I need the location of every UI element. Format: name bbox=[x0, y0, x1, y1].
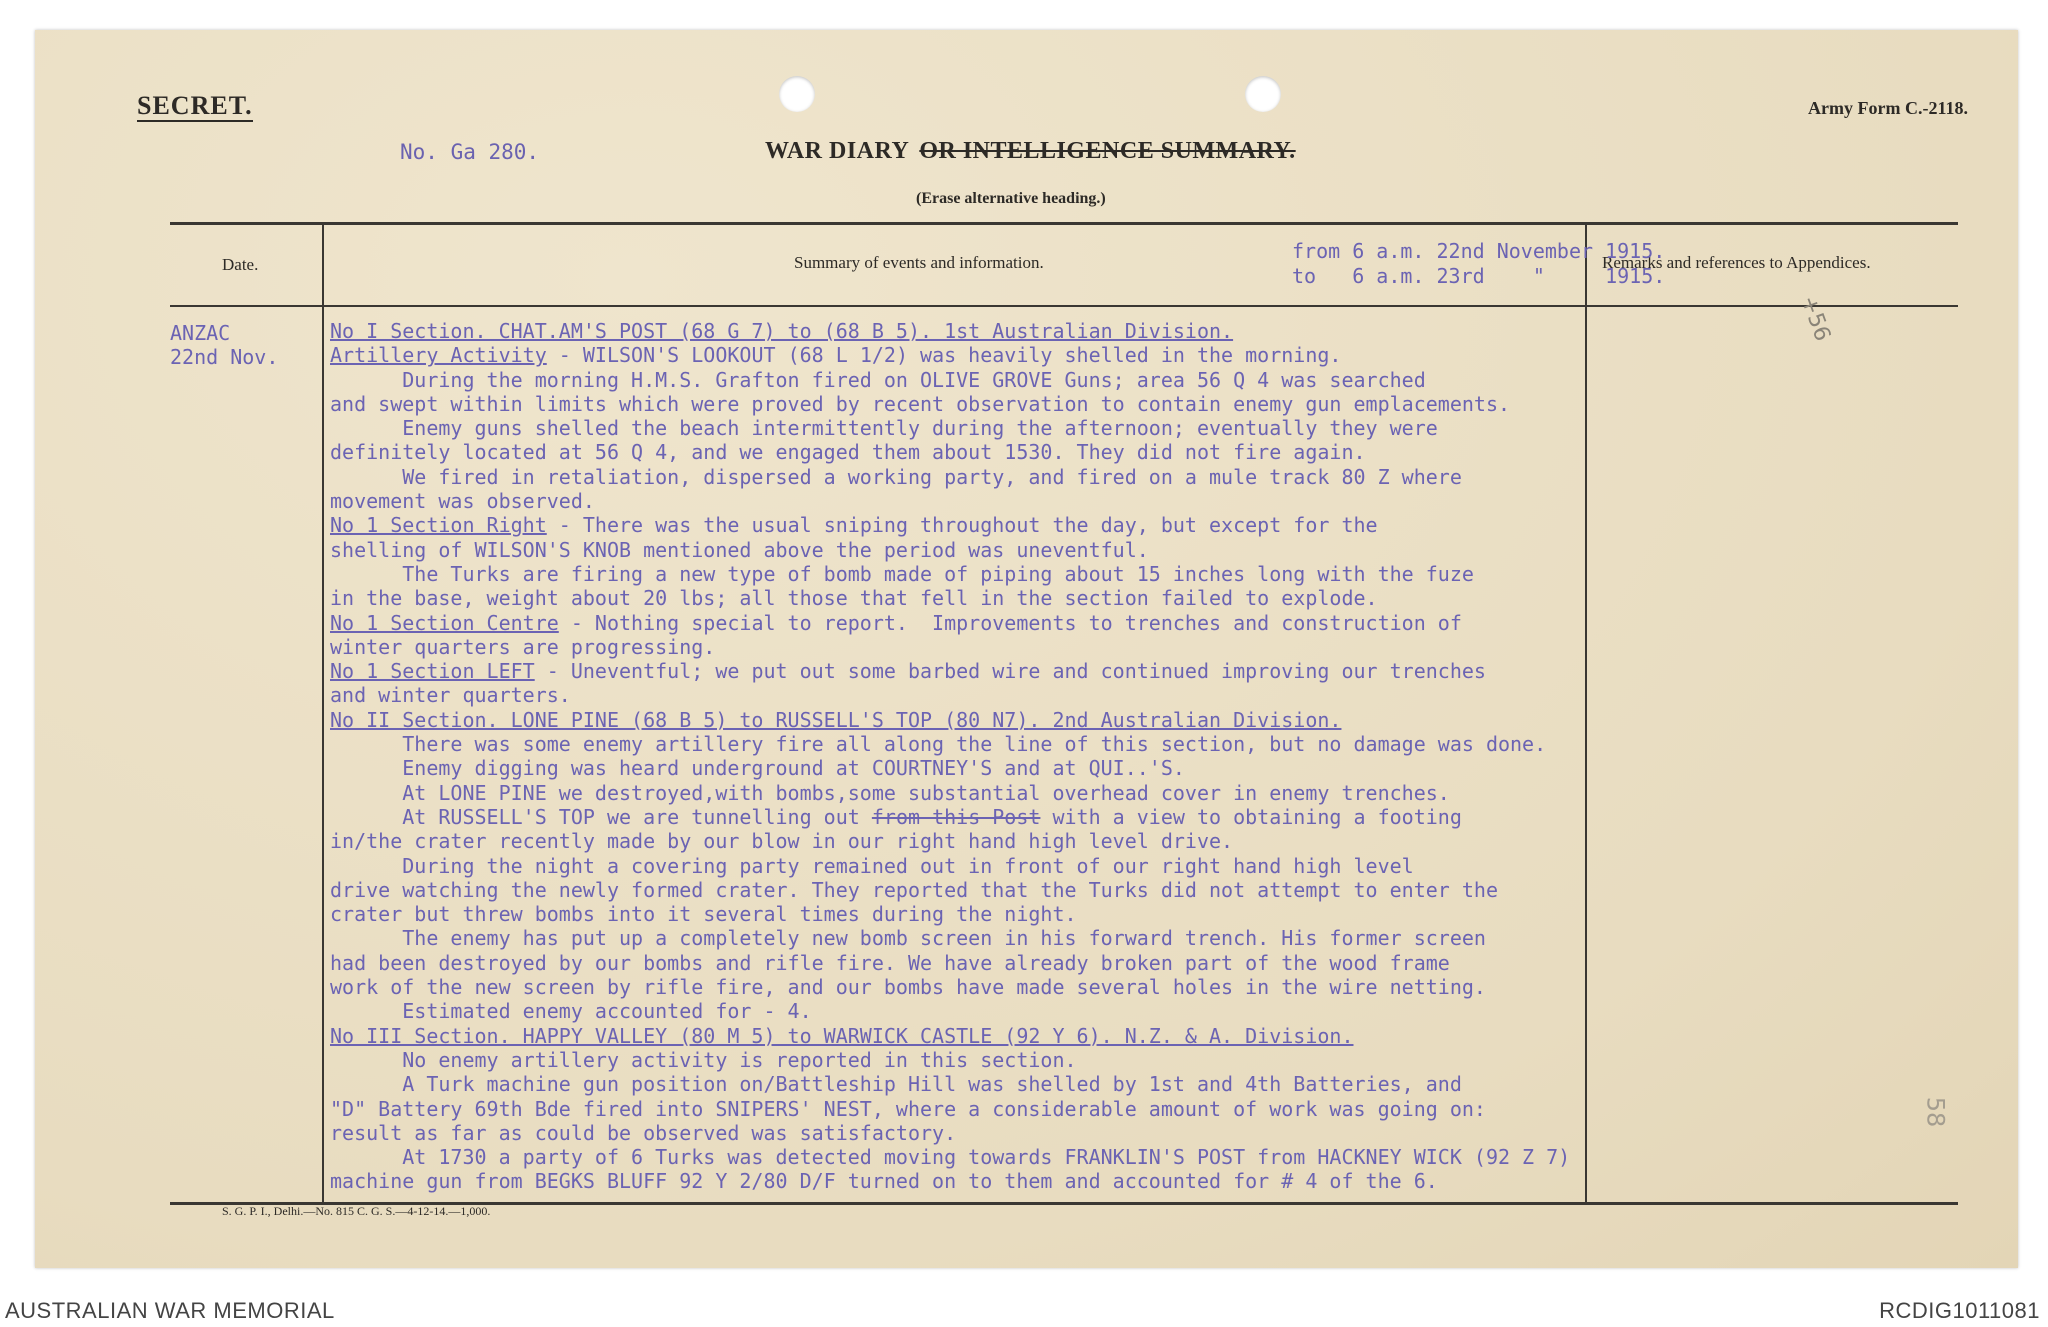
line-text: in the base, weight about 20 lbs; all those that fell in the section failed to explode. bbox=[330, 586, 1378, 611]
diary-entry-text bbox=[330, 319, 1970, 1194]
line-text: "D" Battery 69th Bde fired into SNIPERS' NEST, where a considerable amount of work was going on: bbox=[330, 1096, 1486, 1121]
diary-line bbox=[330, 392, 1970, 416]
line-text: The Turks are firing a new type of bomb made of piping about 15 inches long with the fuze bbox=[330, 561, 1474, 586]
diary-line bbox=[330, 805, 1970, 829]
period-range bbox=[1292, 239, 1665, 289]
line-text: At 1730 a party of 6 Turks was detected moving towards FRANKLIN'S POST from HACKNEY WICK (92 Z 7) bbox=[330, 1145, 1571, 1170]
diary-line bbox=[330, 465, 1970, 489]
diary-line bbox=[330, 1024, 1970, 1048]
entry-place: ANZAC bbox=[170, 321, 231, 345]
column-divider-date bbox=[322, 225, 324, 1202]
diary-line bbox=[330, 999, 1970, 1023]
diary-line bbox=[330, 343, 1970, 367]
line-text: - There was the usual sniping throughout the day, but except for the bbox=[546, 513, 1378, 538]
diary-number: No. Ga 280. bbox=[400, 140, 540, 164]
section-heading: No 1 Section Right bbox=[330, 513, 547, 538]
line-text: definitely located at 56 Q 4, and we engaged them about 1530. They did not fire again. bbox=[330, 440, 1366, 465]
line-text: shelling of WILSON'S KNOB mentioned above the period was uneventful. bbox=[330, 537, 1149, 562]
diary-line bbox=[330, 635, 1970, 659]
printer-imprint: S. G. P. I., Delhi.—No. 815 C. G. S.—4-12-14.—1,000. bbox=[222, 1204, 491, 1218]
page-title bbox=[765, 138, 1296, 165]
erase-note: (Erase alternative heading.) bbox=[916, 190, 1106, 207]
line-text: and winter quarters. bbox=[330, 683, 571, 708]
title-main: WAR DIARY bbox=[765, 138, 910, 164]
diary-line bbox=[330, 611, 1970, 635]
diary-line bbox=[330, 368, 1970, 392]
diary-line bbox=[330, 878, 1970, 902]
line-text: Estimated enemy accounted for - 4. bbox=[330, 999, 812, 1024]
pencil-annotation-side: 58 bbox=[1921, 1096, 1950, 1128]
diary-line bbox=[330, 586, 1970, 610]
line-text: movement was observed. bbox=[330, 489, 595, 514]
army-form-number: Army Form C.-2118. bbox=[1808, 98, 1968, 118]
line-text: winter quarters are progressing. bbox=[330, 634, 716, 659]
diary-line bbox=[330, 1121, 1970, 1145]
diary-line bbox=[330, 1072, 1970, 1096]
diary-line bbox=[330, 538, 1970, 562]
entry-date bbox=[170, 321, 278, 369]
section-heading: No I Section. CHAT.AM'S POST (68 G 7) to (68 B 5). 1st Australian Division. bbox=[330, 319, 1234, 343]
diary-line bbox=[330, 683, 1970, 707]
diary-line bbox=[330, 756, 1970, 780]
diary-line bbox=[330, 829, 1970, 853]
diary-line bbox=[330, 562, 1970, 586]
section-heading: Artillery Activity bbox=[330, 343, 547, 368]
secret-label: SECRET. bbox=[137, 91, 253, 120]
section-heading: No 1 Section Centre bbox=[330, 610, 559, 635]
diary-line bbox=[330, 708, 1970, 732]
column-header-summary: Summary of events and information. bbox=[794, 253, 1044, 272]
period-from: from 6 a.m. 22nd November 1915. bbox=[1292, 239, 1666, 263]
diary-line bbox=[330, 1145, 1970, 1169]
punch-hole-left bbox=[779, 76, 815, 112]
line-text: with a view to obtaining a footing bbox=[1040, 804, 1462, 829]
diary-line bbox=[330, 319, 1970, 343]
line-text: had been destroyed by our bombs and rifle fire. We have already broken part of the wood frame bbox=[330, 950, 1450, 975]
diary-line bbox=[330, 902, 1970, 926]
section-heading: No 1 Section LEFT bbox=[330, 659, 535, 684]
section-heading: No II Section. LONE PINE (68 B 5) to RUSSELL'S TOP (80 N7). 2nd Australian Division. bbox=[330, 707, 1342, 732]
line-text: At RUSSELL'S TOP we are tunnelling out bbox=[330, 804, 872, 829]
period-to: to 6 a.m. 23rd " 1915. bbox=[1292, 264, 1666, 288]
diary-line bbox=[330, 1048, 1970, 1072]
line-text: During the morning H.M.S. Grafton fired on OLIVE GROVE Guns; area 56 Q 4 was searched bbox=[330, 367, 1426, 392]
line-text: Enemy guns shelled the beach intermittently during the afternoon; eventually they were bbox=[330, 416, 1438, 441]
line-text: - Uneventful; we put out some barbed wire and continued improving our trenches bbox=[534, 659, 1486, 684]
line-text: in/the crater recently made by our blow in our right hand high level drive. bbox=[330, 829, 1234, 854]
line-text: result as far as could be observed was satisfactory. bbox=[330, 1120, 957, 1145]
line-text: work of the new screen by rifle fire, and our bombs have made several holes in the wire netting. bbox=[330, 975, 1486, 1000]
diary-line bbox=[330, 513, 1970, 537]
diary-line bbox=[330, 951, 1970, 975]
title-struck: OR INTELLIGENCE SUMMARY. bbox=[919, 138, 1296, 164]
diary-line bbox=[330, 926, 1970, 950]
diary-line bbox=[330, 416, 1970, 440]
archive-watermark-left: AUSTRALIAN WAR MEMORIAL bbox=[5, 1298, 335, 1323]
diary-line bbox=[330, 440, 1970, 464]
diary-line bbox=[330, 659, 1970, 683]
punch-hole-right bbox=[1245, 76, 1281, 112]
diary-line bbox=[330, 489, 1970, 513]
column-header-remarks: Remarks and references to Appendices. bbox=[1602, 253, 1871, 272]
column-header-date: Date. bbox=[222, 255, 259, 274]
archive-watermark-right: RCDIG1011081 bbox=[1879, 1298, 2040, 1323]
line-text: - WILSON'S LOOKOUT (68 L 1/2) was heavily shelled in the morning. bbox=[546, 343, 1342, 368]
line-text: At LONE PINE we destroyed,with bombs,some substantial overhead cover in enemy trenches. bbox=[330, 780, 1450, 805]
section-heading: No III Section. HAPPY VALLEY (80 M 5) to WARWICK CASTLE (92 Y 6). N.Z. & A. Division. bbox=[330, 1023, 1354, 1048]
line-text: crater but threw bombs into it several times during the night. bbox=[330, 902, 1077, 927]
line-text: During the night a covering party remained out in front of our right hand high level bbox=[330, 853, 1414, 878]
diary-line bbox=[330, 975, 1970, 999]
line-text: No enemy artillery activity is reported in this section. bbox=[330, 1047, 1077, 1072]
line-text: There was some enemy artillery fire all along the line of this section, but no damage was done. bbox=[330, 732, 1547, 757]
line-text: A Turk machine gun position on/Battleship Hill was shelled by 1st and 4th Batteries, and bbox=[330, 1072, 1462, 1097]
line-text: drive watching the newly formed crater. They reported that the Turks did not attempt to enter the bbox=[330, 877, 1498, 902]
line-text: - Nothing special to report. Improvements to trenches and construction of bbox=[558, 610, 1462, 635]
pencil-annotation-top: +56 bbox=[1795, 292, 1835, 345]
struck-text: from this Post bbox=[871, 804, 1041, 829]
diary-line bbox=[330, 1169, 1970, 1193]
diary-line bbox=[330, 854, 1970, 878]
diary-line bbox=[330, 732, 1970, 756]
line-text: and swept within limits which were proved by recent observation to contain enemy gun emplacements. bbox=[330, 391, 1511, 416]
diary-line bbox=[330, 1097, 1970, 1121]
header-divider bbox=[170, 305, 1958, 307]
diary-line bbox=[330, 781, 1970, 805]
line-text: We fired in retaliation, dispersed a working party, and fired on a mule track 80 Z where bbox=[330, 464, 1462, 489]
line-text: machine gun from BEGKS BLUFF 92 Y 2/80 D/F turned on to them and accounted for # 4 of the 6. bbox=[330, 1169, 1438, 1194]
line-text: The enemy has put up a completely new bomb screen in his forward trench. His former screen bbox=[330, 926, 1486, 951]
line-text: Enemy digging was heard underground at COURTNEY'S and at QUI..'S. bbox=[330, 756, 1185, 781]
entry-day: 22nd Nov. bbox=[170, 345, 279, 369]
diary-table bbox=[170, 222, 1958, 1205]
